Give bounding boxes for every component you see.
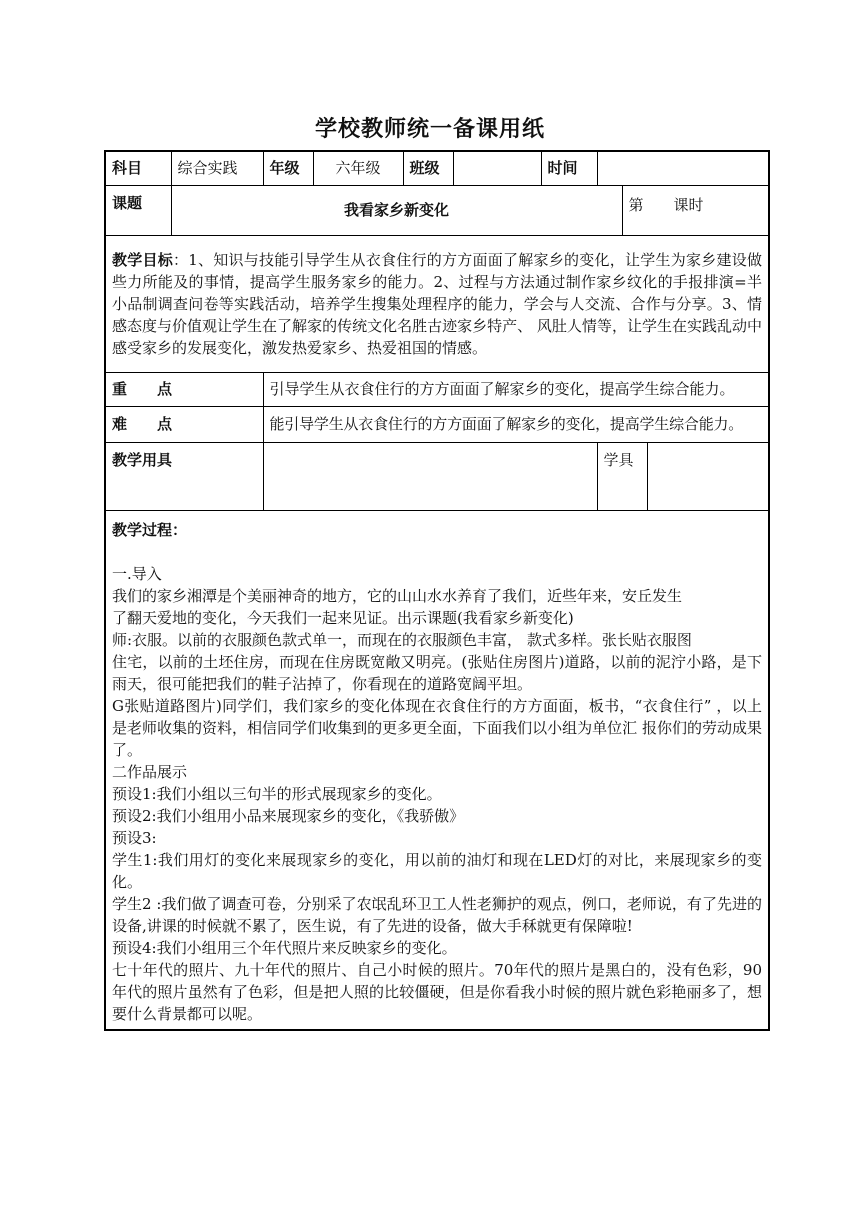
teacher-tools-value (263, 442, 597, 510)
process-line: 二作品展示 (112, 762, 188, 781)
lesson-suffix: 课时 (673, 195, 704, 214)
goals-cell (105, 235, 769, 372)
lesson-plan-table (104, 150, 770, 1031)
process-line: 我们的家乡湘潭是个美丽神奇的地方，它的山山水水养育了我们，近些年来，安丘发生 (112, 586, 683, 605)
difficulty-text: 能引导学生从衣食住行的方方面面了解家乡的变化，提高学生综合能力。 (263, 406, 769, 442)
teacher-tools-label: 教学用具 (105, 442, 263, 510)
subject-label: 科目 (105, 151, 171, 185)
process-line: G张贴道路图片)同学们，我们家乡的变化体现在衣食住行的方方面面，板书，“衣食住行” ，以上是老师收集的资料，相信同学们收集到的更多更全面，下面我们以小组为单位汇 报你们的劳动成果了。 (112, 696, 762, 759)
process-line: 学生2 :我们做了调查可卷，分别采了农氓乱环卫工人性老狮护的观点，例口，老师说，有了先进的设备,讲课的时候就不累了，医生说，有了先进的设备，做大手秝就更有保障啦! (112, 894, 762, 935)
time-label: 时间 (541, 151, 597, 185)
goals-text: ：1、知识与技能引导学生从衣食住行的方方面面了解家乡的变化，让学生为家乡建设做些力所能及的事情，提高学生服务家乡的能力。2、过程与方法通过制作家乡纹化的手报排演=半小品制调查问卷等实践活动，培养学生搜集处理程序的能力，学会与人交流、合作与分享。3、情感态度与价值观让学生在了解家的传统文化名胜古迹家乡特产、 风肚人情等，让学生在实践乱动中感受家乡的发展变化，激发热爱家乡、热爱祖国的情感。 (112, 250, 762, 357)
tools-row (105, 442, 769, 510)
key-point-label: 重 点 (105, 372, 263, 406)
process-line: 住宅，以前的土坯住房，而现在住房既宽敞又明亮。(张贴住房图片)道路，以前的泥泞小路，是下雨天，很可能把我们的鞋子沾掉了，你看现在的道路宽阔平坦。 (112, 652, 762, 693)
process-line: 师:衣服。以前的衣服颜色款式单一，而现在的衣服颜色丰富， 款式多样。张长贴衣服图 (112, 630, 692, 649)
topic-row (105, 185, 769, 235)
process-cell (105, 510, 769, 1030)
time-value (597, 151, 769, 185)
difficulty-label: 难 点 (105, 406, 263, 442)
topic-label: 课题 (105, 185, 171, 235)
process-lines (112, 541, 762, 1025)
class-label: 班级 (403, 151, 453, 185)
subject-value: 综合实践 (171, 151, 263, 185)
process-line: 预设2:我们小组用小品来展现家乡的变化，《我骄傲》 (112, 806, 465, 825)
lesson-prefix: 第 (628, 195, 644, 214)
process-line: 预设1:我们小组以三句半的形式展现家乡的变化。 (112, 784, 442, 803)
process-label: 教学过程： (112, 520, 188, 539)
student-tools-label: 学具 (597, 442, 647, 510)
process-line (112, 541, 762, 563)
topic-value: 我看家乡新变化 (171, 185, 622, 235)
difficulty-row (105, 406, 769, 442)
process-line: 预设3: (112, 828, 157, 847)
page-title: 学校教师统一备课用纸 (314, 117, 545, 142)
grade-value: 六年级 (313, 151, 403, 185)
process-row (105, 510, 769, 1030)
class-value (453, 151, 541, 185)
goals-row (105, 235, 769, 372)
process-line: 预设4:我们小组用三个年代照片来反映家乡的变化。 (112, 938, 457, 957)
header-row (105, 151, 769, 185)
goals-label: 教学目标 (112, 250, 173, 269)
lesson-count (622, 185, 769, 235)
process-line: 七十年代的照片、九十年代的照片、自己小时候的照片。70年代的照片是黑白的，没有色彩，90 年代的照片虽然有了色彩，但是把人照的比较僵硬，但是你看我小时候的照片就色彩艳丽多了，想要什么背景都可以呢。 (112, 960, 762, 1023)
process-line: 学生1:我们用灯的变化来展现家乡的变化，用以前的油灯和现在LED灯的对比，来展现家乡的变化。 (112, 850, 762, 891)
process-line: 了翻天爱地的变化，今天我们一起来见证。出示课题(我看家乡新变化) (112, 608, 574, 627)
key-point-text: 引导学生从衣食住行的方方面面了解家乡的变化，提高学生综合能力。 (263, 372, 769, 406)
key-point-row (105, 372, 769, 406)
grade-label: 年级 (263, 151, 313, 185)
process-line: 一.导入 (112, 564, 162, 583)
student-tools-value (647, 442, 769, 510)
